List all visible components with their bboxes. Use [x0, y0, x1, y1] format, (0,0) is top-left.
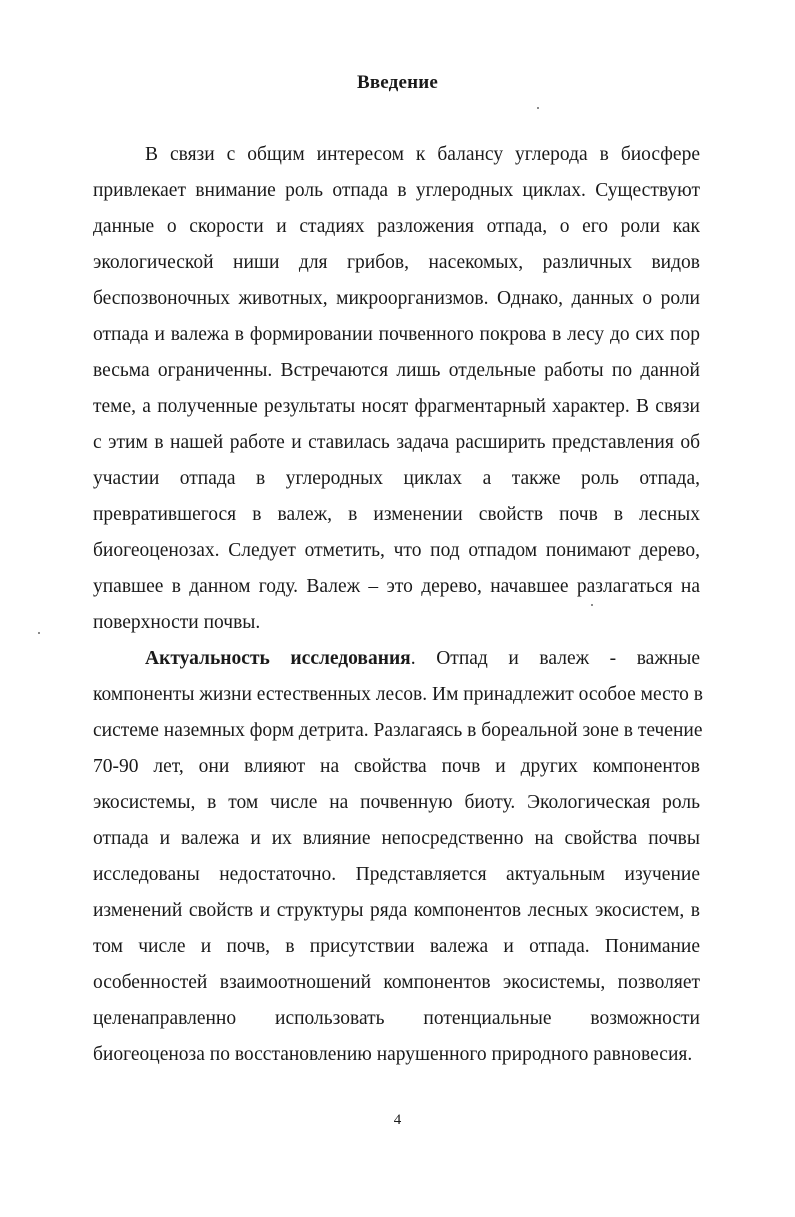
relevance-first-line: . Отпад и валеж - важные: [410, 648, 701, 669]
text-line: поверхности почвы.: [93, 612, 261, 633]
scan-speck: [38, 632, 40, 634]
text-line: В связи с общим интересом к балансу углерода в биосфере: [145, 144, 700, 165]
text-line: беспозвоночных животных, микроорганизмов. Однако, данных о роли: [93, 288, 700, 309]
relevance-heading: Актуальность исследования: [145, 648, 411, 669]
text-line: с этим в нашей работе и ставилась задача расширить представления об: [93, 432, 700, 453]
text-line: исследованы недостаточно. Представляется актуальным изучение: [93, 864, 700, 885]
text-line: весьма ограниченны. Встречаются лишь отдельные работы по данной: [93, 360, 700, 381]
paragraph-intro: [93, 137, 700, 641]
text-line: особенностей взаимоотношений компонентов экосистемы, позволяет: [93, 972, 700, 993]
text-line: биогеоценозах. Следует отметить, что под отпадом понимают дерево,: [93, 540, 700, 561]
scan-speck: [591, 604, 593, 606]
page-number: 4: [393, 1112, 402, 1128]
scan-speck: [537, 107, 539, 109]
text-line: отпада и валежа и их влияние непосредственно на свойства почвы: [93, 828, 700, 849]
text-line: изменений свойств и структуры ряда компонентов лесных экосистем, в: [93, 900, 700, 921]
text-line: теме, а полученные результаты носят фрагментарный характер. В связи: [93, 396, 700, 417]
text-line: биогеоценоза по восстановлению нарушенного природного равновесия.: [93, 1044, 693, 1065]
text-line: превратившегося в валеж, в изменении свойств почв в лесных: [93, 504, 700, 525]
text-line: экосистемы, в том числе на почвенную биоту. Экологическая роль: [93, 792, 700, 813]
text-line: привлекает внимание роль отпада в углеродных циклах. Существуют: [93, 180, 700, 201]
text-line: отпада и валежа в формировании почвенного покрова в лесу до сих пор: [93, 324, 700, 345]
text-line: экологической ниши для грибов, насекомых, различных видов: [93, 252, 700, 273]
text-line-first: [93, 641, 700, 677]
paragraph-relevance: [93, 641, 703, 1073]
text-line: 70-90 лет, они влияют на свойства почв и других компонентов: [93, 756, 700, 777]
text-line: участии отпада в углеродных циклах а также роль отпада,: [93, 468, 700, 489]
text-line: данные о скорости и стадиях разложения отпада, о его роли как: [93, 216, 700, 237]
section-title: Введение: [356, 72, 439, 93]
text-line: компоненты жизни естественных лесов. Им принадлежит особое место в: [93, 684, 703, 705]
text-line: системе наземных форм детрита. Разлагаясь в бореальной зоне в течение: [93, 720, 703, 741]
text-line: целенаправленно использовать потенциальные возможности: [93, 1008, 700, 1029]
text-line: упавшее в данном году. Валеж – это дерево, начавшее разлагаться на: [93, 576, 700, 597]
text-line: том числе и почв, в присутствии валежа и отпада. Понимание: [93, 936, 700, 957]
